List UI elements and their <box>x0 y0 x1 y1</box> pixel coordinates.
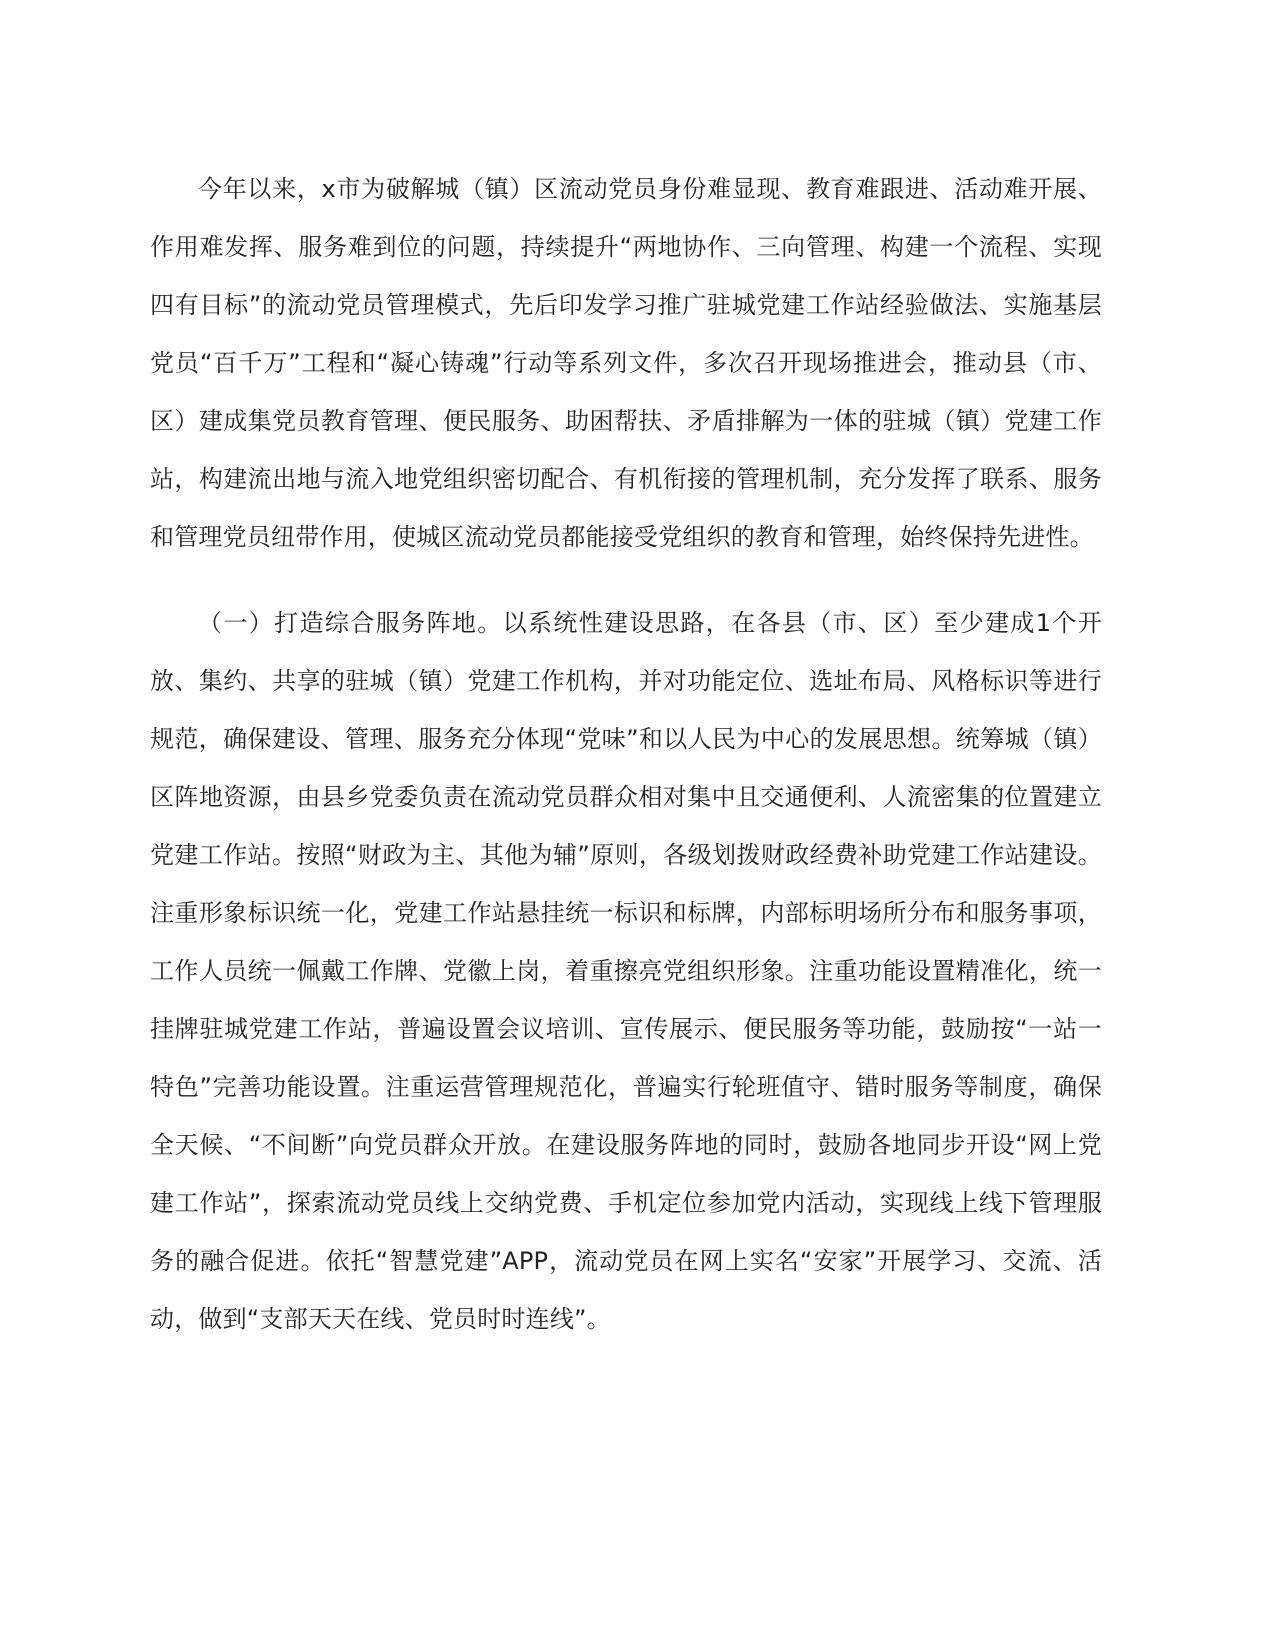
document-body <box>150 160 1102 1348</box>
paragraph-section-1: （一）打造综合服务阵地。以系统性建设思路，在各县（市、区）至少建成1个开放、集约、共享的驻城（镇）党建工作机构，并对功能定位、选址布局、风格标识等进行规范，确保建设、管理、服务充分体现“党味”和以人民为中心的发展思想。统筹城（镇）区阵地资源，由县乡党委负责在流动党员群众相对集中且交通便利、人流密集的位置建立党建工作站。按照“财政为主、其他为辅”原则，各级划拨财政经费补助党建工作站建设。注重形象标识统一化，党建工作站悬挂统一标识和标牌，内部标明场所分布和服务事项，工作人员统一佩戴工作牌、党徽上岗，着重擦亮党组织形象。注重功能设置精准化，统一挂牌驻城党建工作站，普遍设置会议培训、宣传展示、便民服务等功能，鼓励按“一站一特色”完善功能设置。注重运营管理规范化，普遍实行轮班值守、错时服务等制度，确保全天候、“不间断”向党员群众开放。在建设服务阵地的同时，鼓励各地同步开设“网上党建工作站”，探索流动党员线上交纳党费、手机定位参加党内活动，实现线上线下管理服务的融合促进。依托“智慧党建”APP，流动党员在网上实名“安家”开展学习、交流、活动，做到“支部天天在线、党员时时连线”。 <box>150 609 1102 1333</box>
paragraph-intro: 今年以来，x市为破解城（镇）区流动党员身份难显现、教育难跟进、活动难开展、作用难发挥、服务难到位的问题，持续提升“两地协作、三向管理、构建一个流程、实现四有目标”的流动党员管理模式，先后印发学习推广驻城党建工作站经验做法、实施基层党员“百千万”工程和“凝心铸魂”行动等系列文件，多次召开现场推进会，推动县（市、区）建成集党员教育管理、便民服务、助困帮扶、矛盾排解为一体的驻城（镇）党建工作站，构建流出地与流入地党组织密切配合、有机衔接的管理机制，充分发挥了联系、服务和管理党员纽带作用，使城区流动党员都能接受党组织的教育和管理，始终保持先进性。 <box>150 175 1102 551</box>
